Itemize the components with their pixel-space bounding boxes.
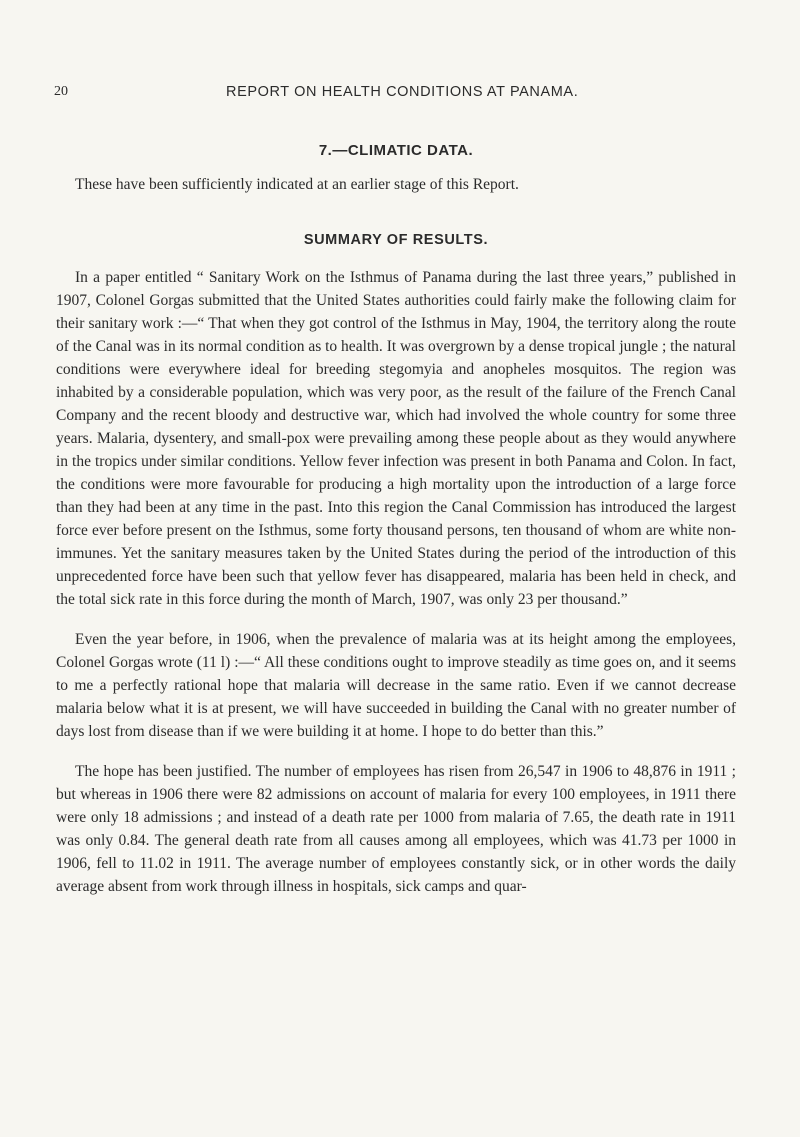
page-body (56, 142, 736, 915)
section-heading: 7.—CLIMATIC DATA. (318, 142, 474, 159)
summary-heading: SUMMARY OF RESULTS. (303, 232, 489, 248)
summary-paragraph-1: In a paper entitled “ Sanitary Work on the Isthmus of Panama during the last three years,” published in 1907, Colonel Gorgas submitted that the United States authorities could fairly make the following claim for their sanitary work :—“ That when they got control of the Isthmus in May, 1904, the territory along the route of the Canal was in its normal condition as to health. It was overgrown by a dense tropical jungle ; the natural conditions were everywhere ideal for breeding stegomyia and anopheles mosquitos. The region was inhabited by a considerable population, which was very poor, as the result of the failure of the French Canal Company and the recent bloody and destructive war, which had involved the whole country for some three years. Malaria, dysentery, and small-pox were prevailing among these people about as they would anywhere in the tropics under similar conditions. Yellow fever infection was present in both Panama and Colon. In fact, the conditions were more favourable for producing a high mortality upon the introduction of a large force than they had been at any time in the past. Into this region the Canal Commission has introduced the largest force ever before present on the Isthmus, some forty thousand persons, ten thousand of whom are white non-immunes. Yet the sanitary measures taken by the United States during the period of the introduction of this unprecedented force have been such that yellow fever has disappeared, malaria has been held in check, and the total sick rate in this force during the month of March, 1907, was only 23 per thousand.” (56, 269, 736, 608)
section-intro: These have been sufficiently indicated at an earlier stage of this Report. (75, 176, 519, 193)
summary-paragraph-2: Even the year before, in 1906, when the prevalence of malaria was at its height among the employees, Colonel Gorgas wrote (11 l) :—“ All these conditions ought to improve steadily as time goes on, and it seems to me a perfectly rational hope that malaria will decrease in the same ratio. Even if we cannot decrease malaria below what it is at present, we will have succeeded in building the Canal with no greater number of days lost from disease than if we were building it at home. I hope to do better than this.” (56, 631, 736, 740)
page-number: 20 (54, 84, 68, 99)
summary-paragraph-3: The hope has been justified. The number of employees has risen from 26,547 in 1906 to 48,876 in 1911 ; but whereas in 1906 there were 82 admissions on account of malaria for every 100 employees, in 1911 there were only 18 admissions ; and instead of a death rate per 1000 from malaria of 7.65, the death rate in 1911 was only 0.84. The general death rate from all causes among all employees, which was 41.73 per 1000 in 1906, fell to 11.02 in 1911. The average number of employees constantly sick, or in other words the daily average absent from work through illness in hospitals, sick camps and quar- (56, 763, 736, 895)
running-title: REPORT ON HEALTH CONDITIONS AT PANAMA. (226, 84, 579, 100)
page-header (54, 84, 744, 104)
